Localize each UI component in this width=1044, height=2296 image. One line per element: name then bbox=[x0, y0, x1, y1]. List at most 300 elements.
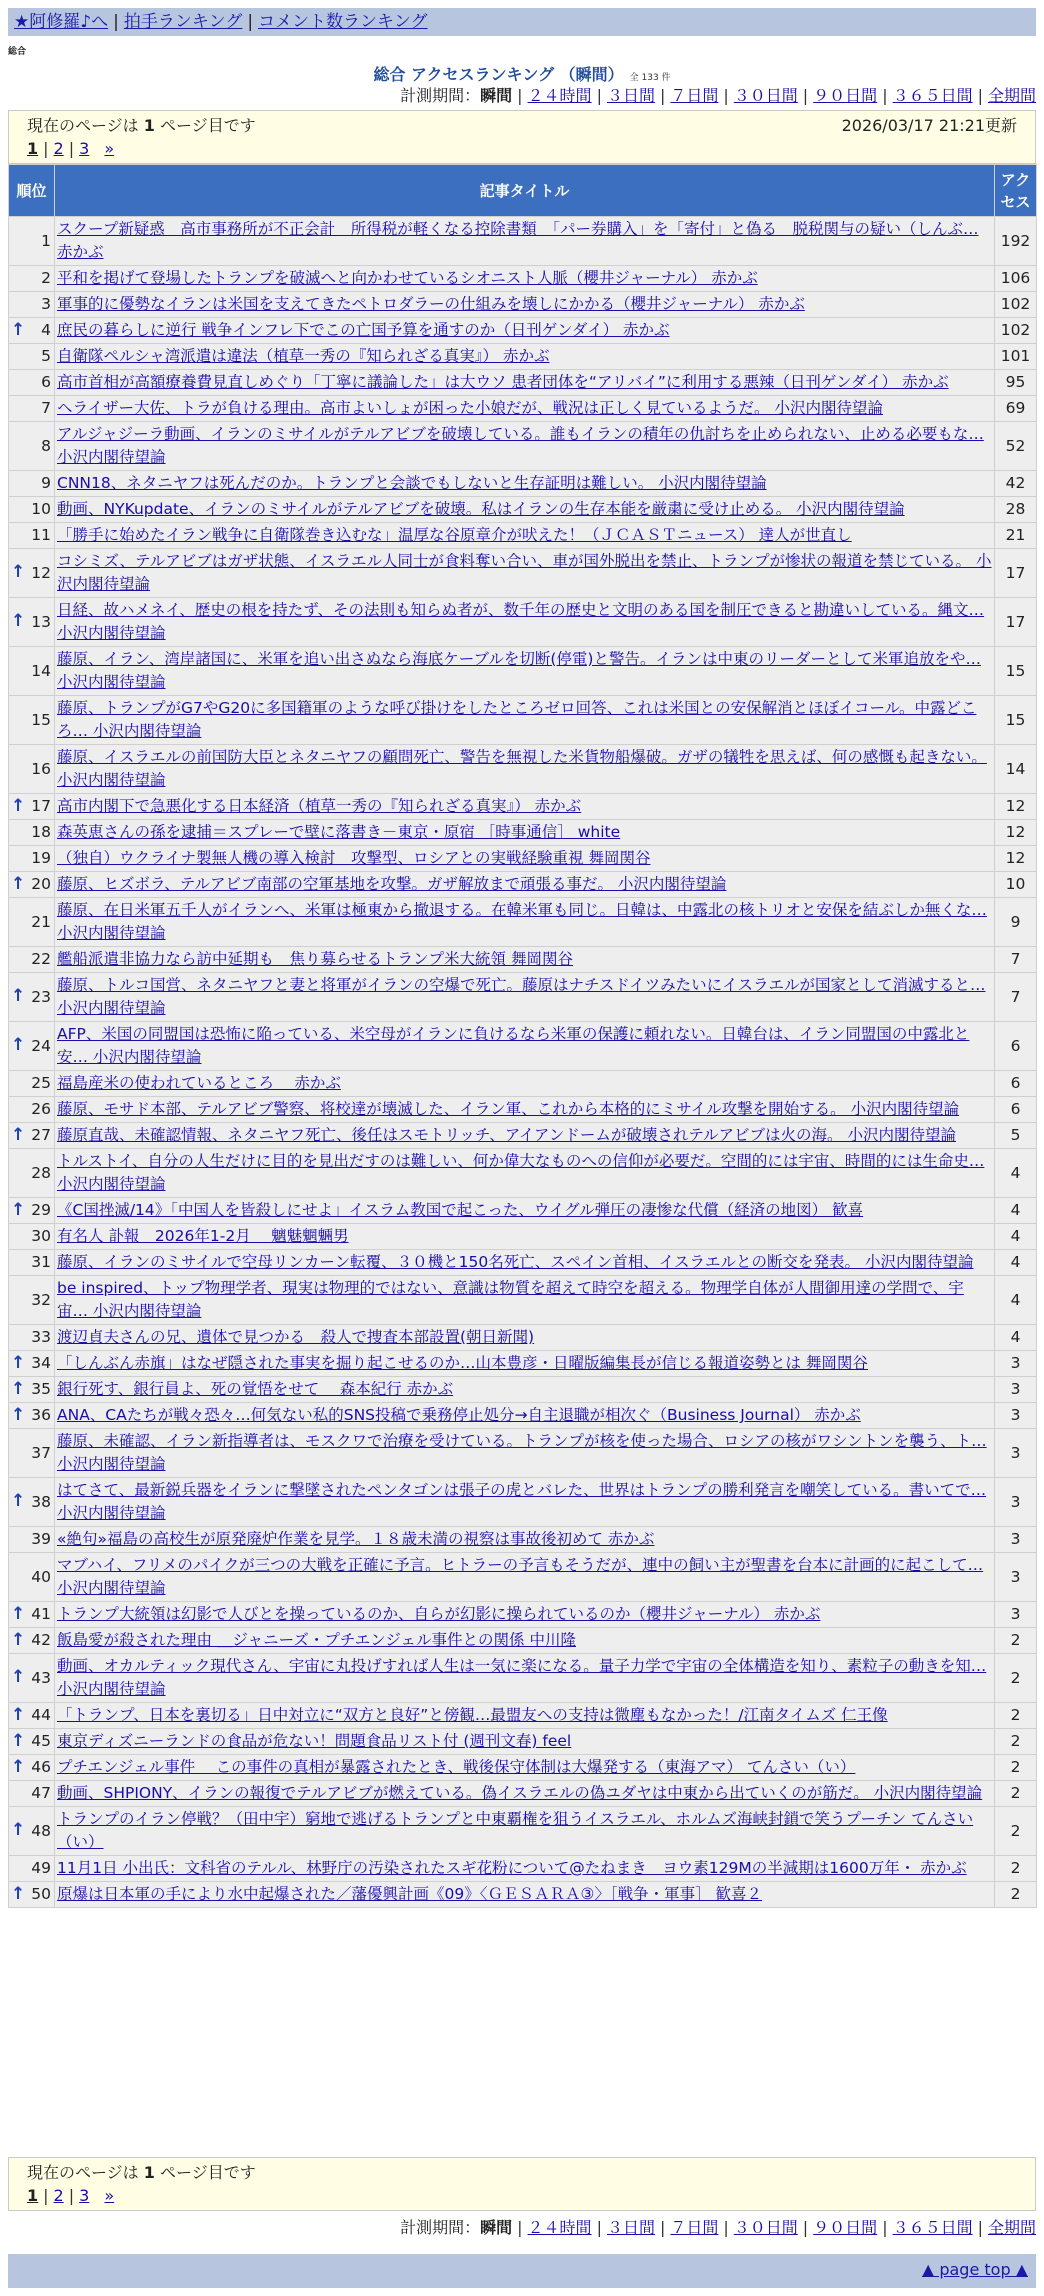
pagination-page-3[interactable]: 3 bbox=[79, 2186, 90, 2205]
article-title-link[interactable]: 藤原直哉、未確認情報、ネタニヤフ死亡、後任はスモトリッチ、アイアンドームが破壊されテルアビブは火の海。 小沢内閣待望論 bbox=[57, 1126, 956, 1144]
article-title-link[interactable]: 庶民の暮らしに逆行 戦争インフレ下でこの亡国予算を通すのか（日刊ゲンダイ） 赤かぶ bbox=[57, 321, 670, 339]
rank-up-arrow-icon: ↑ bbox=[11, 1756, 26, 1777]
article-title-link[interactable]: プチエンジェル事件 この事件の真相が暴露されたとき、戦後保守体制は大爆発する（東海アマ） てんさい（い） bbox=[57, 1758, 856, 1776]
table-row bbox=[9, 497, 1037, 523]
rank-cell bbox=[9, 292, 55, 318]
rank-cell bbox=[9, 1527, 55, 1553]
access-count: 3 bbox=[995, 1478, 1037, 1527]
period-365d-link[interactable]: ３６５日間 bbox=[892, 86, 973, 105]
table-row bbox=[9, 1097, 1037, 1123]
table-row bbox=[9, 318, 1037, 344]
rank-up-arrow-icon: ↑ bbox=[11, 1603, 26, 1624]
title-cell bbox=[55, 1429, 995, 1478]
title-cell bbox=[55, 1781, 995, 1807]
rank-cell bbox=[9, 1478, 55, 1527]
rank-number: 50 bbox=[31, 1885, 51, 1903]
rank-cell bbox=[9, 549, 55, 598]
rank-up-arrow-icon: ↑ bbox=[11, 795, 26, 816]
title-cell bbox=[55, 344, 995, 370]
rank-cell bbox=[9, 898, 55, 947]
rank-cell bbox=[9, 1781, 55, 1807]
article-title-link[interactable]: 11月1日 小出氏：文科省のテルル、林野庁の汚染されたスギ花粉について@たねまき ヨウ素129Mの半減期は1600万年・ 赤かぶ bbox=[57, 1859, 967, 1877]
title-cell bbox=[55, 497, 995, 523]
title-cell bbox=[55, 549, 995, 598]
rank-cell bbox=[9, 1377, 55, 1403]
access-count: 7 bbox=[995, 973, 1037, 1022]
pagination-page-3[interactable]: 3 bbox=[79, 139, 90, 158]
article-title-link[interactable]: はてさて、最新鋭兵器をイランに撃墜されたペンタゴンは張子の虎とバレた、世界はトランプの勝利発言を嘲笑している。書いてで… 小沢内閣待望論 bbox=[57, 1481, 987, 1522]
current-page-text: 現在のページは 1 ページ目です bbox=[27, 116, 256, 135]
title-cell bbox=[55, 872, 995, 898]
table-row bbox=[9, 1123, 1037, 1149]
column-header-rank: 順位 bbox=[9, 165, 55, 217]
pagination-top: 1 | 2 | 3 » bbox=[27, 139, 115, 158]
table-header-row bbox=[9, 165, 1037, 217]
rank-up-arrow-icon: ↑ bbox=[11, 873, 26, 894]
page-title bbox=[0, 62, 1044, 85]
article-title-link[interactable]: 藤原、ヒズボラ、テルアビブ南部の空軍基地を攻撃。ガザ解放まで頑張る事だ。 小沢内閣待望論 bbox=[57, 875, 727, 893]
title-cell bbox=[55, 1403, 995, 1429]
period-24h-link[interactable]: ２４時間 bbox=[527, 86, 592, 105]
rank-number: 19 bbox=[31, 849, 51, 867]
article-title-link[interactable]: 有名人 訃報 2026年1-2月 魑魅魍魎男 bbox=[57, 1227, 349, 1245]
table-row bbox=[9, 1022, 1037, 1071]
rank-up-arrow-icon: ↑ bbox=[11, 1730, 26, 1751]
rank-cell bbox=[9, 1628, 55, 1654]
rank-number: 4 bbox=[41, 321, 51, 339]
period-24h-link[interactable]: ２４時間 bbox=[527, 2218, 592, 2237]
article-title-link[interactable]: 藤原、在日米軍五千人がイランへ、米軍は極東から撤退する。在韓米軍も同じ。日韓は、中露北の核トリオと安保を結ぶしか無くな… 小沢内閣待望論 bbox=[57, 901, 987, 942]
rank-number: 2 bbox=[41, 269, 51, 287]
rank-cell bbox=[9, 344, 55, 370]
rank-up-arrow-icon: ↑ bbox=[11, 1124, 26, 1145]
article-title-link[interactable]: 飯島愛が殺された理由 ＿ジャニーズ・プチエンジェル事件との関係 中川隆 bbox=[57, 1631, 576, 1649]
table-row bbox=[9, 973, 1037, 1022]
period-all-link[interactable]: 全期間 bbox=[987, 2218, 1036, 2237]
period-7d-link[interactable]: ７日間 bbox=[670, 2218, 719, 2237]
access-count: 2 bbox=[995, 1755, 1037, 1781]
table-row bbox=[9, 1429, 1037, 1478]
table-row bbox=[9, 647, 1037, 696]
rank-cell bbox=[9, 947, 55, 973]
article-title-link[interactable]: 藤原、イランのミサイルで空母リンカーン転覆、３０機と150名死亡、スペイン首相、イスラエルとの断交を発表。 小沢内閣待望論 bbox=[57, 1253, 974, 1271]
rank-cell bbox=[9, 471, 55, 497]
rank-number: 14 bbox=[31, 661, 51, 680]
rank-number: 12 bbox=[31, 563, 51, 582]
article-title-link[interactable]: 銀行死す、銀行員よ、死の覚悟をせて 森本紀行 赤かぶ bbox=[57, 1380, 454, 1398]
article-title-link[interactable]: 東京ディズニーランドの食品が危ない！問題食品リスト付 (週刊文春) feel bbox=[57, 1732, 572, 1750]
rank-up-arrow-icon: ↑ bbox=[11, 611, 26, 632]
access-count: 3 bbox=[995, 1602, 1037, 1628]
rank-number: 9 bbox=[41, 474, 51, 492]
rank-up-arrow-icon: ↑ bbox=[11, 1704, 26, 1725]
table-row bbox=[9, 1755, 1037, 1781]
rank-up-arrow-icon: ↑ bbox=[11, 1667, 26, 1688]
period-current: 瞬間 bbox=[480, 2218, 513, 2237]
rank-cell bbox=[9, 1071, 55, 1097]
title-cell bbox=[55, 1807, 995, 1856]
access-count: 28 bbox=[995, 497, 1037, 523]
access-count: 4 bbox=[995, 1149, 1037, 1198]
rank-up-arrow-icon: ↑ bbox=[11, 1883, 26, 1904]
article-title-link[interactable]: スクープ新疑惑 高市事務所が不正会計 所得税が軽くなる控除書類 「パー券購入」を「寄付」と偽る 脱税関与の疑い（しんぶ… 赤かぶ bbox=[57, 220, 979, 261]
title-cell bbox=[55, 1527, 995, 1553]
article-title-link[interactable]: トルストイ、自分の人生だけに目的を見出だすのは難しい、何か偉大なものへの信仰が必要だ。空間的には宇宙、時間的には生命史… 小沢内閣待望論 bbox=[57, 1152, 985, 1193]
period-90d-link[interactable]: ９０日間 bbox=[813, 2218, 878, 2237]
table-row bbox=[9, 872, 1037, 898]
period-90d-link[interactable]: ９０日間 bbox=[813, 86, 878, 105]
table-row bbox=[9, 1856, 1037, 1882]
pagination-current: 1 bbox=[27, 139, 39, 158]
table-row bbox=[9, 370, 1037, 396]
pagination-next[interactable]: » bbox=[104, 139, 115, 158]
rank-number: 31 bbox=[31, 1253, 51, 1271]
access-count: 14 bbox=[995, 745, 1037, 794]
table-row bbox=[9, 947, 1037, 973]
article-title-link[interactable]: 日経、故ハメネイ、歴史の根を持たず、その法則も知らぬ者が、数千年の歴史と文明のある国を制圧できると勘違いしている。縄文… 小沢内閣待望論 bbox=[57, 601, 985, 642]
access-count: 17 bbox=[995, 598, 1037, 647]
table-row bbox=[9, 1553, 1037, 1602]
article-title-link[interactable]: 藤原、トランプがG7やG20に多国籍軍のような呼び掛けをしたところゼロ回答、これは米国との安保解消とほぼイコール。中露どころ… 小沢内閣待望論 bbox=[57, 699, 977, 740]
article-title-link[interactable]: トランプのイラン停戦？（田中宇）窮地で逃げるトランプと中東覇権を狙うイスラエル、ホルムズ海峡封鎖で笑うプーチン てんさい（い） bbox=[57, 1810, 974, 1851]
rank-number: 38 bbox=[31, 1492, 51, 1511]
rank-number: 47 bbox=[31, 1784, 51, 1802]
rank-cell bbox=[9, 794, 55, 820]
rank-cell bbox=[9, 745, 55, 794]
title-cell bbox=[55, 973, 995, 1022]
title-cell bbox=[55, 396, 995, 422]
access-count: 4 bbox=[995, 1198, 1037, 1224]
rank-number: 49 bbox=[31, 1859, 51, 1877]
article-title-link[interactable]: 藤原、未確認、イラン新指導者は、モスクワで治療を受けている。トランプが核を使った場合、ロシアの核がワシントンを襲う、ト… 小沢内閣待望論 bbox=[57, 1432, 987, 1473]
access-count: 192 bbox=[995, 217, 1037, 266]
rank-cell bbox=[9, 1729, 55, 1755]
title-cell bbox=[55, 1351, 995, 1377]
rank-cell bbox=[9, 1198, 55, 1224]
access-count: 4 bbox=[995, 1325, 1037, 1351]
rank-number: 20 bbox=[31, 875, 51, 893]
title-cell bbox=[55, 217, 995, 266]
title-cell bbox=[55, 696, 995, 745]
article-title-link[interactable]: 原爆は日本軍の手により水中起爆された／藩優興計画《09》〈ＧＥＳＡＲＡ③〉［戦争・軍事］ 歓喜２ bbox=[57, 1885, 763, 1903]
rank-up-arrow-icon: ↑ bbox=[11, 1378, 26, 1399]
table-row bbox=[9, 1703, 1037, 1729]
access-count: 2 bbox=[995, 1856, 1037, 1882]
period-nav-bottom: 計測期間：瞬間 | ２４時間 | ３日間 | ７日間 | ３０日間 | ９０日間 | ３６５日間 | 全期間 bbox=[400, 2218, 1036, 2237]
rank-number: 1 bbox=[41, 231, 51, 250]
rank-cell bbox=[9, 1703, 55, 1729]
rank-up-arrow-icon: ↑ bbox=[11, 1352, 26, 1373]
title-cell bbox=[55, 1250, 995, 1276]
article-title-link[interactable]: 動画、NYKupdate、イランのミサイルがテルアビブを破壊。私はイランの生存本能を厳粛に受け止める。 小沢内閣待望論 bbox=[57, 500, 905, 518]
page-top-link[interactable]: ▲ page top ▲ bbox=[921, 2260, 1028, 2279]
table-row bbox=[9, 1403, 1037, 1429]
access-count: 3 bbox=[995, 1553, 1037, 1602]
rank-number: 35 bbox=[31, 1380, 51, 1398]
period-7d-link[interactable]: ７日間 bbox=[670, 86, 719, 105]
article-title-link[interactable]: （独自）ウクライナ製無人機の導入検討 攻撃型、ロシアとの実戦経験重視 舞岡関谷 bbox=[57, 849, 651, 867]
article-title-link[interactable]: 藤原、トルコ国営、ネタニヤフと妻と将軍がイランの空爆で死亡。藤原はナチスドイツみたいにイスラエルが国家として消滅すると… 小沢内閣待望論 bbox=[57, 976, 986, 1017]
rank-number: 8 bbox=[41, 436, 51, 455]
access-count: 6 bbox=[995, 1071, 1037, 1097]
rank-cell bbox=[9, 1755, 55, 1781]
rank-cell bbox=[9, 1224, 55, 1250]
rank-cell bbox=[9, 370, 55, 396]
article-title-link[interactable]: 艦船派遣非協力なら訪中延期も 焦り募らせるトランプ米大統領 舞岡関谷 bbox=[57, 950, 573, 968]
access-count: 15 bbox=[995, 647, 1037, 696]
rank-cell bbox=[9, 1602, 55, 1628]
rank-cell bbox=[9, 422, 55, 471]
rank-up-arrow-icon: ↑ bbox=[11, 562, 26, 583]
title-cell bbox=[55, 1149, 995, 1198]
rank-number: 17 bbox=[31, 797, 51, 815]
applause-ranking-link[interactable]: 拍手ランキング bbox=[123, 12, 243, 32]
title-cell bbox=[55, 1654, 995, 1703]
rank-number: 43 bbox=[31, 1668, 51, 1687]
rank-number: 27 bbox=[31, 1126, 51, 1144]
rank-cell bbox=[9, 647, 55, 696]
nav-separator: | bbox=[113, 12, 119, 32]
access-count: 12 bbox=[995, 846, 1037, 872]
period-label: 計測期間： bbox=[400, 2218, 481, 2237]
table-row bbox=[9, 1654, 1037, 1703]
rank-cell bbox=[9, 1123, 55, 1149]
access-count: 4 bbox=[995, 1224, 1037, 1250]
table-row bbox=[9, 598, 1037, 647]
title-cell bbox=[55, 1224, 995, 1250]
title-cell bbox=[55, 1198, 995, 1224]
period-3d-link[interactable]: ３日間 bbox=[606, 86, 655, 105]
rank-cell bbox=[9, 1553, 55, 1602]
table-row bbox=[9, 1807, 1037, 1856]
top-nav-bar bbox=[8, 8, 1036, 36]
period-all-link[interactable]: 全期間 bbox=[987, 86, 1036, 105]
period-label: 計測期間： bbox=[400, 86, 481, 105]
article-title-link[interactable]: 動画、オカルティック現代さん、宇宙に丸投げすれば人生は一気に楽になる。量子力学で宇宙の全体構造を知り、素粒子の動きを知… 小沢内閣待望論 bbox=[57, 1657, 987, 1698]
table-row bbox=[9, 1071, 1037, 1097]
title-cell bbox=[55, 1703, 995, 1729]
access-count: 6 bbox=[995, 1022, 1037, 1071]
table-row bbox=[9, 1527, 1037, 1553]
rank-cell bbox=[9, 1403, 55, 1429]
rank-number: 21 bbox=[31, 912, 51, 931]
table-row bbox=[9, 696, 1037, 745]
rank-up-arrow-icon: ↑ bbox=[11, 1035, 26, 1056]
access-count: 2 bbox=[995, 1781, 1037, 1807]
access-count: 10 bbox=[995, 872, 1037, 898]
access-count: 5 bbox=[995, 1123, 1037, 1149]
table-row bbox=[9, 745, 1037, 794]
pagination-next[interactable]: » bbox=[104, 2186, 115, 2205]
rank-number: 32 bbox=[31, 1290, 51, 1309]
rank-up-arrow-icon: ↑ bbox=[11, 1199, 26, 1220]
rank-cell bbox=[9, 1351, 55, 1377]
article-title-link[interactable]: マブハイ、フリメのパイクが三つの大戦を正確に予言。ヒトラーの予言もそうだが、連中の飼い主が聖書を台本に計画的に起こして… 小沢内閣待望論 bbox=[57, 1556, 984, 1597]
rank-number: 18 bbox=[31, 823, 51, 841]
article-title-link[interactable]: 森英恵さんの孫を逮捕＝スプレーで壁に落書き－東京・原宿 ［時事通信］ white bbox=[57, 823, 621, 841]
rank-cell bbox=[9, 396, 55, 422]
rank-number: 24 bbox=[31, 1036, 51, 1055]
rank-cell bbox=[9, 1429, 55, 1478]
rank-number: 45 bbox=[31, 1732, 51, 1750]
rank-number: 11 bbox=[31, 526, 51, 544]
home-link[interactable]: ★阿修羅♪へ bbox=[14, 12, 109, 32]
period-30d-link[interactable]: ３０日間 bbox=[733, 86, 798, 105]
rank-cell bbox=[9, 846, 55, 872]
title-cell bbox=[55, 1071, 995, 1097]
access-count: 3 bbox=[995, 1527, 1037, 1553]
article-title-link[interactable]: 動画、SHPIONY、イランの報復でテルアビブが燃えている。偽イスラエルの偽ユダヤは中東から出ていくのが筋だ。 小沢内閣待望論 bbox=[57, 1784, 983, 1802]
table-row bbox=[9, 1781, 1037, 1807]
access-count: 21 bbox=[995, 523, 1037, 549]
rank-number: 25 bbox=[31, 1074, 51, 1092]
article-title-link[interactable]: 藤原、イスラエルの前国防大臣とネタニヤフの顧問死亡、警告を無視した米貨物船爆破。ガザの犠牲を思えば、何の感慨も起きない。 小沢内閣待望論 bbox=[57, 748, 987, 789]
rank-cell bbox=[9, 523, 55, 549]
rank-number: 16 bbox=[31, 759, 51, 778]
title-cell bbox=[55, 523, 995, 549]
title-cell bbox=[55, 898, 995, 947]
rank-number: 42 bbox=[31, 1631, 51, 1649]
title-cell bbox=[55, 1729, 995, 1755]
article-title-link[interactable]: CNN18、ネタニヤフは死んだのか。トランプと会談でもしないと生存証明は難しい。 小沢内閣待望論 bbox=[57, 474, 767, 492]
table-row bbox=[9, 1198, 1037, 1224]
updated-timestamp: 2026/03/17 21:21更新 bbox=[841, 116, 1017, 135]
title-cell bbox=[55, 1022, 995, 1071]
title-cell bbox=[55, 820, 995, 846]
title-cell bbox=[55, 1856, 995, 1882]
access-count: 42 bbox=[995, 471, 1037, 497]
table-row bbox=[9, 846, 1037, 872]
rank-cell bbox=[9, 1097, 55, 1123]
table-row bbox=[9, 1224, 1037, 1250]
title-cell bbox=[55, 1755, 995, 1781]
access-count: 12 bbox=[995, 820, 1037, 846]
table-row bbox=[9, 820, 1037, 846]
current-page-text: 現在のページは 1 ページ目です bbox=[27, 2163, 256, 2182]
article-title-link[interactable]: 「しんぶん赤旗」はなぜ隠された事実を掘り起こせるのか…山本豊彦・日曜版編集長が信じる報道姿勢とは 舞岡関谷 bbox=[57, 1354, 868, 1372]
article-title-link[interactable]: トランプ大統領は幻影で人びとを操っているのか、自らが幻影に操られているのか（櫻井ジャーナル） 赤かぶ bbox=[57, 1605, 821, 1623]
title-cell bbox=[55, 318, 995, 344]
pagination-bottom: 1 | 2 | 3 » bbox=[27, 2186, 115, 2205]
article-title-link[interactable]: アルジャジーラ動画、イランのミサイルがテルアビブを破壊している。誰もイランの積年の仇討ちを止められない、止める必要もな… 小沢内閣待望論 bbox=[57, 425, 984, 466]
article-title-link[interactable]: 高市首相が高額療養費見直しめぐり「丁寧に議論した」は大ウソ 患者団体を“アリバイ”に利用する悪辣（日刊ゲンダイ） 赤かぶ bbox=[57, 373, 949, 391]
rank-number: 7 bbox=[41, 399, 51, 417]
title-cell bbox=[55, 1377, 995, 1403]
title-cell bbox=[55, 471, 995, 497]
period-current: 瞬間 bbox=[480, 86, 513, 105]
table-row bbox=[9, 898, 1037, 947]
period-30d-link[interactable]: ３０日間 bbox=[733, 2218, 798, 2237]
title-cell bbox=[55, 422, 995, 471]
rank-cell bbox=[9, 1807, 55, 1856]
nav-separator: | bbox=[247, 12, 254, 32]
period-365d-link[interactable]: ３６５日間 bbox=[892, 2218, 973, 2237]
table-row bbox=[9, 1602, 1037, 1628]
rank-cell bbox=[9, 1250, 55, 1276]
title-cell bbox=[55, 1628, 995, 1654]
rank-number: 34 bbox=[31, 1354, 51, 1372]
title-cell bbox=[55, 846, 995, 872]
title-cell bbox=[55, 647, 995, 696]
article-title-link[interactable]: be inspired、トップ物理学者、現実は物理的ではない、意識は物質を超えて時空を超える。物理学自体が人間御用達の学問で、宇宙… 小沢内閣待望論 bbox=[57, 1279, 964, 1320]
article-title-link[interactable]: 藤原、イラン、湾岸諸国に、米軍を追い出さぬなら海底ケーブルを切断(停電)と警告。イランは中東のリーダーとして米軍追放をや… 小沢内閣待望論 bbox=[57, 650, 981, 691]
rank-number: 15 bbox=[31, 710, 51, 729]
rank-up-arrow-icon: ↑ bbox=[11, 1404, 26, 1425]
page-info-panel-bottom bbox=[8, 2157, 1036, 2211]
access-count: 101 bbox=[995, 344, 1037, 370]
table-row bbox=[9, 292, 1037, 318]
access-count: 3 bbox=[995, 1377, 1037, 1403]
rank-number: 13 bbox=[31, 612, 51, 631]
rank-number: 22 bbox=[31, 950, 51, 968]
rank-cell bbox=[9, 266, 55, 292]
pagination-page-2[interactable]: 2 bbox=[53, 139, 64, 158]
period-3d-link[interactable]: ３日間 bbox=[606, 2218, 655, 2237]
article-title-link[interactable]: «絶句»福島の高校生が原発廃炉作業を見学。１８歳未満の視察は事故後初めて 赤かぶ bbox=[57, 1530, 655, 1548]
access-count: 2 bbox=[995, 1628, 1037, 1654]
table-row bbox=[9, 1325, 1037, 1351]
article-title-link[interactable]: AFP、米国の同盟国は恐怖に陥っている、米空母がイランに負けるなら米軍の保護に頼れない。日韓台は、イラン同盟国の中露北と安… 小沢内閣待望論 bbox=[57, 1025, 970, 1066]
title-cell bbox=[55, 947, 995, 973]
access-count: 2 bbox=[995, 1654, 1037, 1703]
pagination-page-2[interactable]: 2 bbox=[53, 2186, 64, 2205]
article-title-link[interactable]: ヘライザー大佐、トラが負ける理由。高市よいしょが困った小娘だが、戦況は正しく見ているようだ。 小沢内閣待望論 bbox=[57, 399, 883, 417]
article-title-link[interactable]: 藤原、モサド本部、テルアビブ警察、将校達が壊滅した、イラン軍、これから本格的にミサイル攻撃を開始する。 小沢内閣待望論 bbox=[57, 1100, 960, 1118]
article-title-link[interactable]: 高市内閣下で急悪化する日本経済（植草一秀の『知られざる真実』） 赤かぶ bbox=[57, 797, 582, 815]
table-row bbox=[9, 1250, 1037, 1276]
rank-up-arrow-icon: ↑ bbox=[11, 1491, 26, 1512]
table-row bbox=[9, 344, 1037, 370]
table-row bbox=[9, 1478, 1037, 1527]
access-count: 6 bbox=[995, 1097, 1037, 1123]
access-count: 95 bbox=[995, 370, 1037, 396]
article-title-link[interactable]: コシミズ、テルアビブはガザ状態、イスラエル人同士が食料奪い合い、車が国外脱出を禁止、トランプが惨状の報道を禁じている。 小沢内閣待望論 bbox=[57, 552, 992, 593]
rank-number: 26 bbox=[31, 1100, 51, 1118]
table-row bbox=[9, 1276, 1037, 1325]
column-header-title: 記事タイトル bbox=[55, 165, 995, 217]
article-title-link[interactable]: 自衛隊ペルシャ湾派遣は違法（植草一秀の『知られざる真実』） 赤かぶ bbox=[57, 347, 550, 365]
article-title-link[interactable]: 《C国挫滅/14》「中国人を皆殺しにせよ」イスラム教国で起こった、ウイグル弾圧の凄惨な代償（経済の地図） 歓喜 bbox=[57, 1201, 864, 1219]
rank-number: 6 bbox=[41, 373, 51, 391]
rank-cell bbox=[9, 1276, 55, 1325]
title-cell bbox=[55, 598, 995, 647]
article-title-link[interactable]: ANA、CAたちが戦々恐々…何気ない私的SNS投稿で乗務停止処分→自主退職が相次ぐ（Business Journal） 赤かぶ bbox=[57, 1406, 861, 1424]
page-info-panel-top bbox=[8, 110, 1036, 164]
title-cell bbox=[55, 1478, 995, 1527]
rank-cell bbox=[9, 1856, 55, 1882]
comment-ranking-link[interactable]: コメント数ランキング bbox=[258, 12, 428, 32]
access-count: 9 bbox=[995, 898, 1037, 947]
article-title-link[interactable]: 渡辺貞夫さんの兄、遺体で見つかる 殺人で捜査本部設置(朝日新聞) bbox=[57, 1328, 535, 1346]
article-title-link[interactable]: 「トランプ、日本を裏切る」日中対立に“双方と良好”と傍観…最盟友への支持は微塵もなかった！/江南タイムズ 仁王像 bbox=[57, 1706, 888, 1724]
page-title-text: 総合 アクセスランキング （瞬間） bbox=[373, 65, 624, 84]
rank-number: 5 bbox=[41, 347, 51, 365]
rank-cell bbox=[9, 1882, 55, 1908]
rank-number: 48 bbox=[31, 1821, 51, 1840]
article-title-link[interactable]: 平和を掲げて登場したトランプを破滅へと向かわせているシオニスト人脈（櫻井ジャーナル） 赤かぶ bbox=[57, 269, 758, 287]
category-label: 総合 bbox=[8, 47, 27, 57]
access-count: 7 bbox=[995, 947, 1037, 973]
article-title-link[interactable]: 福島産米の使われているところ 赤かぶ bbox=[57, 1074, 341, 1092]
article-title-link[interactable]: 「勝手に始めたイラン戦争に自衛隊巻き込むな」温厚な谷原章介が吠えた！（ＪＣＡＳＴニュース） 達人が世直し bbox=[57, 526, 852, 544]
article-title-link[interactable]: 軍事的に優勢なイランは米国を支えてきたペトロダラーの仕組みを壊しにかかる（櫻井ジャーナル） 赤かぶ bbox=[57, 295, 805, 313]
title-cell bbox=[55, 1123, 995, 1149]
title-cell bbox=[55, 1325, 995, 1351]
access-count: 2 bbox=[995, 1729, 1037, 1755]
title-cell bbox=[55, 794, 995, 820]
rank-number: 29 bbox=[31, 1201, 51, 1219]
rank-number: 28 bbox=[31, 1163, 51, 1182]
